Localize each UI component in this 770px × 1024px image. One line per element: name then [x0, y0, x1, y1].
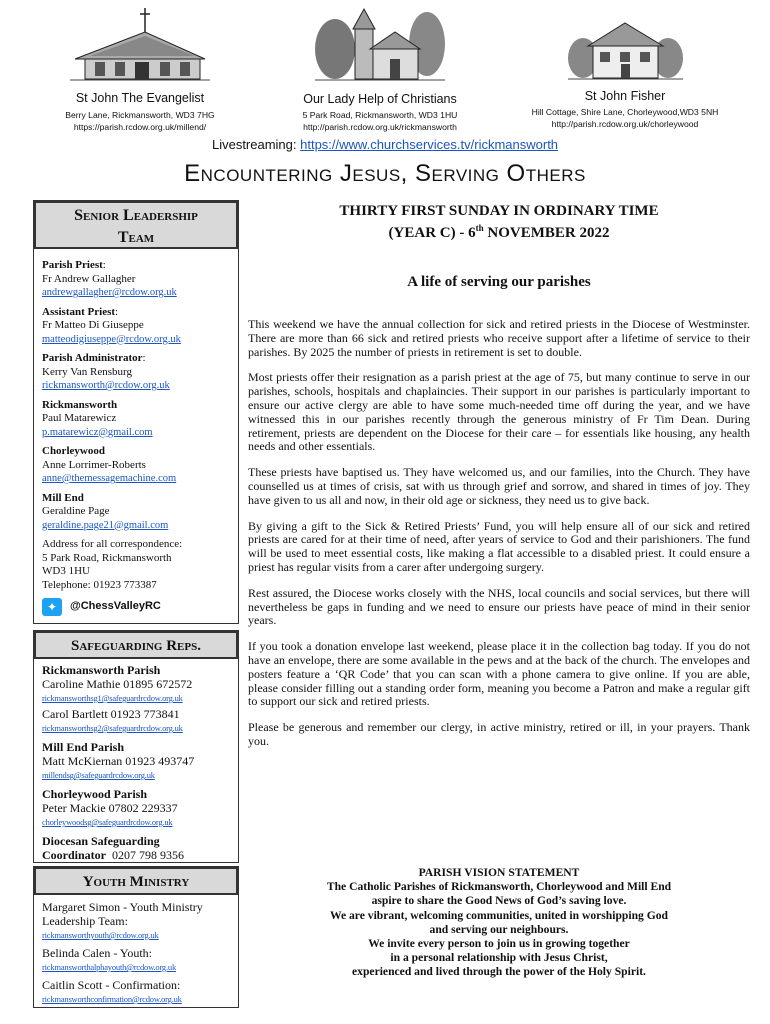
mill-parish-title: Mill End Parish — [42, 740, 125, 754]
cottage-church-illustration — [568, 18, 683, 86]
church-st-john-evangelist — [40, 4, 240, 133]
vision-line: The Catholic Parishes of Rickmansworth, Chorleywood and Mill End — [326, 880, 672, 894]
mill-rep: Matt McKiernan 01923 493747 — [42, 754, 195, 768]
leader-entry: Parish Priest: Fr Andrew Gallagher andrewgallagher@rcdow.org.uk — [42, 259, 230, 300]
chor-rep-email[interactable]: chorleywoodsg@safeguardrcdow.org.uk — [42, 817, 173, 827]
mill-rep-email[interactable]: millendsg@safeguardrcdow.org.uk — [42, 770, 155, 780]
rick-rep-1: Caroline Mathie 01895 672572 — [42, 677, 193, 691]
chor-rep: Peter Mackie 07802 229337 — [42, 801, 178, 815]
leader-role: Rickmansworth — [42, 398, 118, 411]
livestream-link[interactable]: https://www.churchservices.tv/rickmansworth — [300, 137, 559, 152]
liturgical-heading: THIRTY FIRST SUNDAY IN ORDINARY TIME (YEAR C) - 6th NOVEMBER 2022 — [339, 203, 659, 241]
leader-name: Geraldine Page — [42, 505, 110, 517]
leader-email[interactable]: geraldine.page21@gmail.com — [42, 519, 169, 531]
diocesan-phone: 0207 798 9356 — [112, 848, 184, 862]
article — [248, 203, 750, 761]
leader-email[interactable]: rickmansworth@rcdow.org.uk — [42, 380, 170, 391]
twitter-handle-row — [42, 598, 230, 616]
leader-entry — [42, 399, 230, 440]
leader-entry: Parish Administrator: Kerry Van Rensburg rickmansworth@rcdow.org.uk — [42, 352, 230, 393]
youth-line-2: Leadership Team: — [42, 914, 128, 928]
church-name: St John Fisher — [584, 89, 666, 103]
youth-email-2[interactable]: rickmansworthalphayouth@rcdow.org.uk — [42, 962, 177, 972]
safeguarding-box — [33, 630, 239, 863]
livestream-label: Livestreaming: — [211, 137, 301, 152]
article-subtitle: A life of serving our parishes — [407, 274, 591, 290]
rick-rep-1-email[interactable]: rickmansworthsg1@safeguardrcdow.org.uk — [42, 693, 183, 703]
rick-rep-2: Carol Bartlett 01923 773841 — [42, 707, 180, 721]
church-url[interactable]: http://parish.rcdow.org.uk/rickmansworth — [303, 122, 457, 132]
article-paragraph: This weekend we have the annual collection for sick and retired priests in the Diocese of Westminster. There are more than 66 sick and retired priests who receive support after a lifetime of service to their parishes. By 2025 the number of priests in retirement is set to double. — [248, 317, 750, 359]
leader-role: Mill End — [42, 491, 84, 504]
diocesan-title: Diocesan Safeguarding — [42, 834, 160, 848]
leader-entry — [42, 492, 230, 533]
leader-role: Chorleywood — [42, 445, 105, 457]
leader-role: Parish Administrator — [42, 352, 143, 364]
leader-entry: Assistant Priest: Fr Matteo Di Giuseppe matteodigiuseppe@rcdow.org.uk — [42, 306, 230, 347]
vision-line: in a personal relationship with Jesus Christ, — [390, 951, 608, 965]
rick-rep-2-email[interactable]: rickmansworthsg2@safeguardrcdow.org.uk — [42, 723, 183, 733]
vision-heading: PARISH VISION STATEMENT — [418, 866, 580, 879]
newsletter-title: Encountering Jesus, Serving Others — [184, 160, 586, 187]
livestream-line — [0, 137, 770, 152]
twitter-handle[interactable]: @ChessValleyRC — [70, 600, 161, 613]
youth-line-4: Caitlin Scott - Confirmation: — [42, 978, 181, 992]
church-address: Berry Lane, Rickmansworth, WD3 7HG — [65, 110, 215, 120]
safeguarding-heading: Safeguarding Reps. — [34, 631, 238, 659]
leader-entry — [42, 445, 230, 486]
leader-name: Anne Lorrimer-Roberts — [42, 458, 146, 471]
youth-email-1[interactable]: rickmansworthyouth@rcdow.org.uk — [42, 930, 159, 940]
vision-line: We invite every person to join us in growing together — [368, 937, 630, 951]
leader-email[interactable]: matteodigiuseppe@rcdow.org.uk — [42, 333, 181, 345]
church-st-john-fisher — [515, 18, 735, 130]
correspondence-address: Address for all correspondence: 5 Park Road, Rickmansworth WD3 1HU Telephone: 01923 773387 — [42, 538, 183, 591]
church-name: Our Lady Help of Christians — [303, 92, 457, 106]
rick-parish-title: Rickmansworth Parish — [42, 663, 161, 677]
youth-heading: Youth Ministry — [34, 867, 238, 895]
leader-email[interactable]: p.matarewicz@gmail.com — [42, 426, 153, 438]
vision-line: and serving our neighbours. — [429, 922, 569, 936]
leadership-heading: Senior Leadership Team — [34, 201, 238, 249]
twitter-icon: ✦ — [42, 598, 62, 616]
parish-vision-statement — [248, 866, 750, 980]
vision-line: aspire to share the Good News of God’s saving love. — [371, 894, 627, 908]
church-address: 5 Park Road, Rickmansworth, WD3 1HU — [302, 110, 458, 120]
vision-line: We are vibrant, welcoming communities, united in worshipping God — [330, 908, 668, 922]
leader-email[interactable]: andrewgallagher@rcdow.org.uk — [42, 287, 177, 298]
church-address: Hill Cottage, Shire Lane, Chorleywood,WD3 5NH — [531, 107, 719, 117]
leader-name: Kerry Van Rensburg — [42, 365, 133, 378]
article-paragraph: Most priests offer their resignation as a parish priest at the age of 75, but many continue to serve in our parishes, schools, hospitals and chaplaincies. Their support in our parishes is particularly important to ensure our active clergy are able to have some much-needed time off during the year, and we have witnessed this in our parishes recently through the generous ministry of Fr Tim Dean. During retirement, priests are dependent on the Diocese for their care – for essentials like housing, any health needs and other essentials. — [248, 370, 750, 454]
article-paragraph: By giving a gift to the Sick & Retired Priests’ Fund, you will help ensure all of our sick and retired priests are cared for at their time of need, after years of service to God and their parishioners. The fund will be used to meet essential costs, like making a flat accessible to a disabled priest. It could ensure a priest has regular visits from a carer after undergoing surgery. — [248, 518, 750, 574]
article-paragraph: Please be generous and remember our clergy, in active ministry, retired or ill, in your prayers. Thank you. — [248, 720, 750, 748]
leader-role: Parish Priest — [42, 259, 103, 271]
youth-box — [33, 866, 239, 1008]
leader-role: Assistant Priest — [42, 305, 116, 318]
church-url[interactable]: https://parish.rcdow.org.uk/millend/ — [73, 122, 207, 132]
diocesan-coordinator-label: Coordinator — [42, 848, 106, 862]
leader-name: Fr Andrew Gallagher — [42, 272, 136, 285]
modern-church-illustration — [65, 4, 215, 89]
youth-email-3[interactable]: rickmansworthconfirmation@rcdow.org.uk — [42, 994, 182, 1004]
article-paragraph: Rest assured, the Diocese works closely with the NHS, local councils and social services, but there will nevertheless be gaps in funding and we need to ensure our priests have peace of mind in their senior years. — [248, 585, 750, 628]
article-paragraph: These priests have baptised us. They have welcomed us, and our families, into the Church. They have counselled us at times of crisis, sat with us through grief and sorrow, and shared in times of joy. They have given to us all and now, in their old age or sickness, they need us to give back. — [248, 465, 750, 507]
article-paragraph: If you took a donation envelope last weekend, please place it in the collection bag today. If you do not have an envelope, there are some available in the pews and at the back of the church. The envelopes and posters feature a ‘QR Code’ that you can scan with a phone camera to give online. If you are able, please consider filling out a standing order form, meaning you become a Patron and make a regular gift to support our sick and retired priests. — [248, 639, 750, 709]
leader-name: Fr Matteo Di Giuseppe — [42, 319, 144, 331]
vision-line: experienced and lived through the power of the Holy Spirit. — [352, 965, 646, 979]
village-church-illustration — [315, 4, 445, 89]
church-url[interactable]: http://parish.rcdow.org.uk/chorleywood — [551, 119, 699, 129]
safeguarding-list — [34, 659, 238, 862]
leadership-list — [34, 249, 238, 616]
leadership-box — [33, 200, 239, 624]
youth-list — [34, 895, 238, 1006]
youth-line-1: Margaret Simon - Youth Ministry — [42, 900, 203, 914]
church-our-lady — [270, 4, 490, 133]
church-name: St John The Evangelist — [75, 91, 205, 105]
leader-name: Paul Matarewicz — [42, 412, 117, 424]
chor-parish-title: Chorleywood Parish — [42, 787, 147, 801]
article-body — [248, 318, 750, 749]
youth-line-3: Belinda Calen - Youth: — [42, 946, 152, 960]
leader-email[interactable]: anne@themessagemachine.com — [42, 473, 177, 484]
